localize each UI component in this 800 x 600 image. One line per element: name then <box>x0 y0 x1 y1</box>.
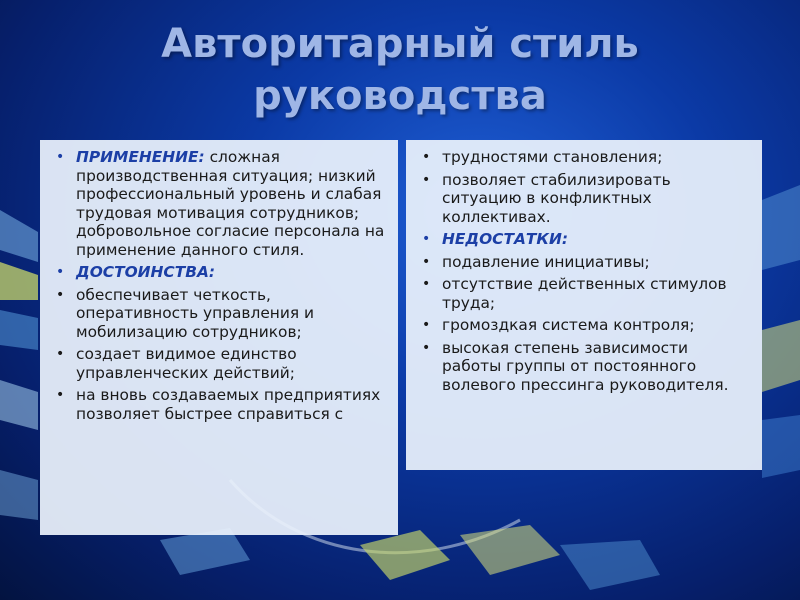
list-item-text: обеспечивает четкость, оперативность управления и мобилизацию сотрудников; <box>76 285 315 341</box>
bullet-icon: • <box>422 317 431 333</box>
bullet-icon: • <box>422 276 431 292</box>
list-item-advantages-heading <box>54 263 388 282</box>
slide-title <box>0 18 800 122</box>
list-item-text: высокая степень зависимости работы группы от постоянного волевого прессинга руководителя. <box>442 338 729 394</box>
disadvantages-heading: НЕДОСТАТКИ: <box>442 230 569 248</box>
slide-title-line-1: Авторитарный стиль <box>161 21 639 67</box>
bullet-icon: • <box>422 149 431 165</box>
application-text: сложная производственная ситуация; низкий профессиональный уровень и слабая трудовая мотивация сотрудников; добровольное согласие персонала на применение данного стиля. <box>76 148 385 259</box>
list-item <box>420 339 752 395</box>
bullet-icon: • <box>56 346 65 362</box>
right-text-panel <box>406 140 762 470</box>
bullet-icon: • <box>422 339 431 356</box>
bullet-icon: • <box>56 387 65 403</box>
list-item <box>54 386 388 423</box>
list-item <box>54 286 388 342</box>
list-item <box>420 171 752 227</box>
list-item <box>420 148 752 167</box>
list-item-disadvantages-heading <box>420 230 752 249</box>
list-item-text: отсутствие действенных стимулов труда; <box>442 275 727 312</box>
list-item-text: громоздкая система контроля; <box>442 316 695 334</box>
list-item-text: на вновь создаваемых предприятиях позволяет быстрее справиться с <box>76 386 381 423</box>
list-item-text: позволяет стабилизировать ситуацию в конфликтных коллективах. <box>442 170 671 226</box>
left-text-panel <box>40 140 398 535</box>
bullet-icon: • <box>56 264 65 280</box>
bullet-icon: • <box>422 253 431 270</box>
application-heading: ПРИМЕНЕНИЕ: <box>76 148 205 166</box>
right-bullet-list <box>420 148 752 394</box>
advantages-heading: ДОСТОИНСТВА: <box>76 263 216 281</box>
list-item-text: создает видимое единство управленческих действий; <box>76 345 297 382</box>
bullet-icon: • <box>422 231 431 247</box>
list-item <box>420 316 752 335</box>
list-item-application <box>54 148 388 259</box>
list-item-text: трудностями становления; <box>442 148 663 166</box>
bullet-icon: • <box>422 171 431 188</box>
slide-title-line-2: руководства <box>253 73 547 119</box>
left-bullet-list <box>54 148 388 423</box>
bullet-icon: • <box>56 149 65 165</box>
list-item <box>54 345 388 382</box>
list-item-text: подавление инициативы; <box>442 252 650 271</box>
list-item <box>420 253 752 272</box>
list-item <box>420 275 752 312</box>
bullet-icon: • <box>56 286 65 303</box>
